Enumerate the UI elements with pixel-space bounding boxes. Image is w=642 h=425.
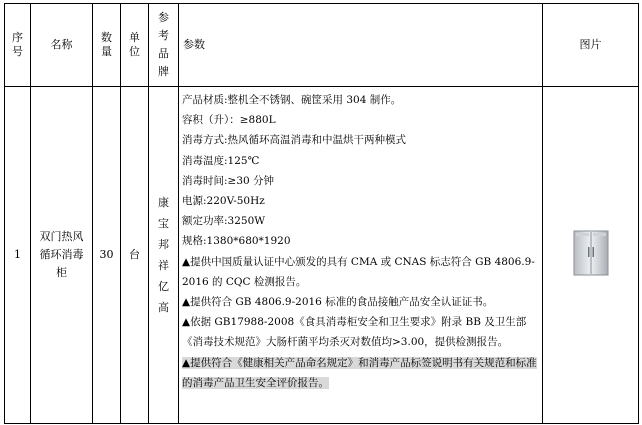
table-row — [5, 87, 639, 424]
header-params: 参数 — [179, 4, 543, 87]
cell-name: 双门热风循环消毒柜 — [31, 87, 93, 424]
cell-brand: 康 宝 邦 祥 亿 高 — [149, 87, 179, 424]
param-line: 规格:1380*680*1920 — [182, 235, 291, 248]
param-line: 容积（升）：≥880L — [182, 114, 276, 127]
param-line: ▲提供符合《健康相关产品命名规定》和消毒产品标签说明书有关规范和标准的消毒产品卫生安全评价报告。 — [182, 356, 537, 389]
header-unit: 单 位 — [121, 4, 149, 87]
param-line: 产品材质:整机全不锈钢、碗筐采用 304 制作。 — [182, 94, 402, 106]
header-qty: 数 量 — [93, 4, 121, 87]
cell-unit: 台 — [121, 87, 149, 424]
header-seq: 序 号 — [5, 4, 31, 87]
header-image: 图片 — [543, 4, 639, 87]
cell-params — [179, 87, 543, 424]
param-line: 消毒方式:热风循环高温消毒和中温烘干两种模式 — [182, 134, 407, 147]
header-row — [5, 4, 639, 87]
header-name: 名称 — [31, 4, 93, 87]
param-line: ▲提供符合 GB 4806.9-2016 标准的食品接触产品安全认证证书。 — [182, 296, 494, 309]
param-line: ▲提供中国质量认证中心颁发的具有 CMA 或 CNAS 标志符合 GB 4806.9-2016 的 CQC 检测报告。 — [182, 255, 535, 288]
header-brand: 参 考 品 牌 — [149, 4, 179, 87]
disinfection-cabinet-image — [572, 229, 610, 277]
cell-seq: 1 — [5, 87, 31, 424]
cell-qty: 30 — [93, 87, 121, 424]
param-line: 额定功率:3250W — [182, 215, 266, 228]
param-line: ▲依据 GB17988-2008《食具消毒柜安全和卫生要求》附录 BB 及卫生部《消毒技术规范》大肠杆菌平均杀灭对数值均>3.00，提供检测报告。 — [182, 316, 527, 349]
param-line: 消毒时间:≥30 分钟 — [182, 174, 275, 187]
cell-image — [543, 87, 639, 424]
product-spec-table — [4, 3, 639, 424]
param-line: 消毒温度:125℃ — [182, 154, 260, 167]
param-line: 电源:220V-50Hz — [182, 195, 265, 208]
